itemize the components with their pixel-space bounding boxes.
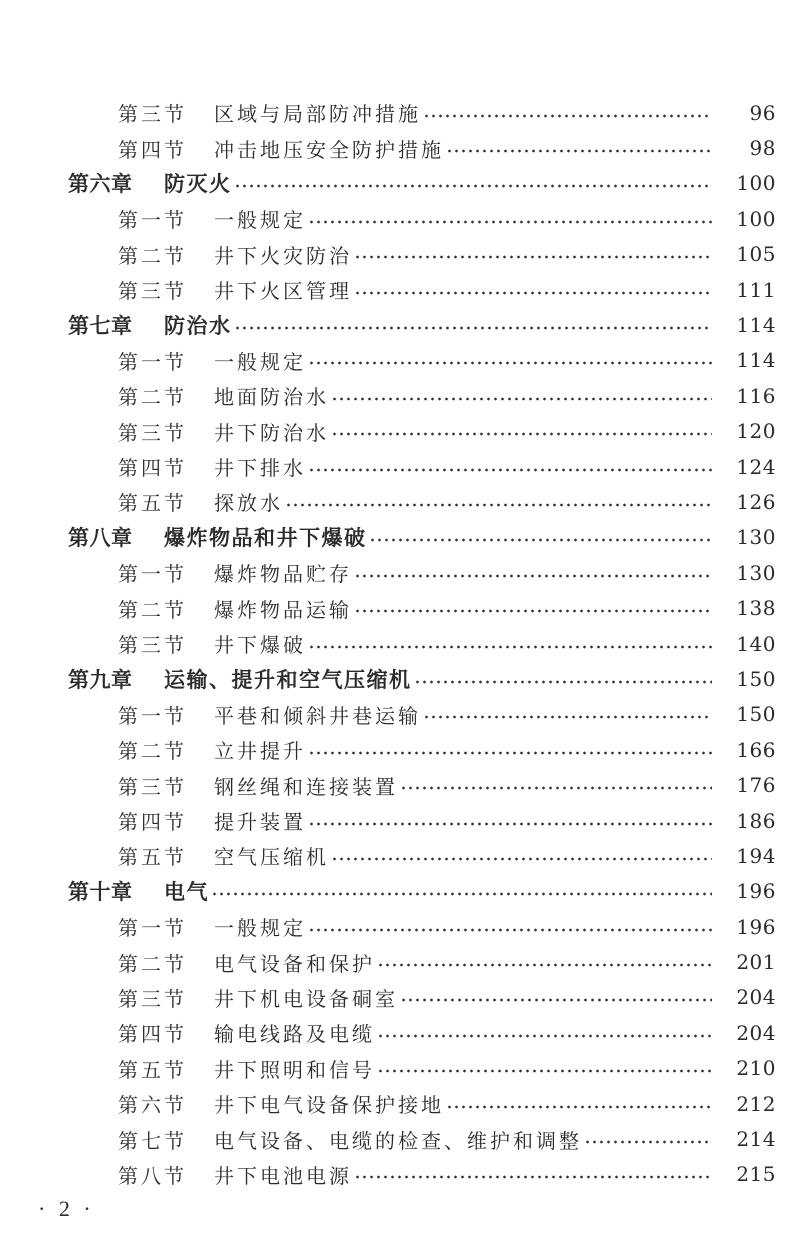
toc-page-number: 166 — [736, 737, 776, 762]
toc-title: 防治水 — [164, 313, 232, 339]
toc-section-row[interactable] — [0, 1157, 800, 1192]
toc-number: 第三节 — [118, 279, 187, 304]
toc-page-number: 114 — [736, 348, 776, 373]
toc-page-number: 120 — [736, 419, 776, 444]
toc-title: 井下防治水 — [214, 420, 329, 445]
dot-leader — [377, 1034, 712, 1038]
toc-number: 第四节 — [118, 137, 187, 162]
toc-title: 运输、提升和空气压缩机 — [164, 666, 412, 692]
toc-title: 冲击地压安全防护措施 — [214, 137, 444, 162]
toc-title: 井下排水 — [214, 456, 306, 481]
toc-title: 井下电池电源 — [214, 1163, 352, 1188]
toc-title: 地面防治水 — [214, 385, 329, 410]
toc-title: 输电线路及电缆 — [214, 1022, 375, 1047]
toc-title: 电气设备、电缆的检查、维护和调整 — [214, 1128, 582, 1153]
toc-section-row[interactable] — [0, 1015, 800, 1050]
dot-leader — [584, 1140, 712, 1144]
toc-number: 第二节 — [118, 243, 187, 268]
toc-section-row[interactable] — [0, 1086, 800, 1121]
dot-leader — [308, 822, 712, 826]
toc-number: 第十章 — [68, 879, 133, 905]
dot-leader — [423, 114, 712, 118]
toc-number: 第六节 — [118, 1093, 187, 1118]
dot-leader — [400, 998, 712, 1002]
dot-leader — [354, 291, 712, 295]
dot-leader — [354, 609, 712, 613]
toc-section-row[interactable] — [0, 590, 800, 625]
toc-section-row[interactable] — [0, 237, 800, 272]
toc-page-number: 116 — [736, 383, 776, 408]
dot-leader — [354, 574, 712, 578]
toc-number: 第三节 — [118, 774, 187, 799]
dot-leader — [354, 255, 712, 259]
toc-chapter-row[interactable] — [0, 874, 800, 909]
toc-title: 爆炸物品和井下爆破 — [164, 525, 367, 551]
toc-page-number: 201 — [736, 950, 776, 975]
toc-section-row[interactable] — [0, 95, 800, 130]
toc-number: 第一节 — [118, 208, 187, 233]
toc-number: 第三节 — [118, 633, 187, 658]
toc-section-row[interactable] — [0, 1051, 800, 1086]
toc-page-number: 100 — [736, 206, 776, 231]
toc-number: 第四节 — [118, 456, 187, 481]
toc-section-row[interactable] — [0, 803, 800, 838]
toc-page-number: 212 — [736, 1091, 776, 1116]
toc-section-row[interactable] — [0, 838, 800, 873]
dot-leader — [446, 149, 712, 153]
dot-leader — [308, 928, 712, 932]
toc-page-number: 204 — [736, 985, 776, 1010]
dot-leader — [377, 1069, 712, 1073]
footer-page-number: · 2 · — [38, 1196, 95, 1221]
toc-number: 第三节 — [118, 102, 187, 127]
dot-leader — [308, 645, 712, 649]
toc-number: 第七章 — [68, 313, 133, 339]
toc-number: 第二节 — [118, 951, 187, 976]
toc-section-row[interactable] — [0, 944, 800, 979]
toc-number: 第六章 — [68, 171, 133, 197]
toc-number: 第七节 — [118, 1128, 187, 1153]
toc-section-row[interactable] — [0, 697, 800, 732]
toc-section-row[interactable] — [0, 980, 800, 1015]
toc-page-number: 98 — [749, 136, 776, 161]
toc-number: 第一节 — [118, 703, 187, 728]
toc-page-number: 210 — [736, 1056, 776, 1081]
toc-title: 防灭火 — [164, 171, 232, 197]
toc-number: 第八章 — [68, 525, 133, 551]
toc-page-number: 130 — [736, 560, 776, 585]
toc-title: 一般规定 — [214, 916, 306, 941]
toc-number: 第八节 — [118, 1163, 187, 1188]
dot-leader — [308, 468, 712, 472]
toc-section-row[interactable] — [0, 130, 800, 165]
toc-number: 第四节 — [118, 810, 187, 834]
toc-section-row[interactable] — [0, 767, 800, 802]
dot-leader — [400, 786, 712, 790]
toc-title: 一般规定 — [214, 208, 306, 233]
toc-number: 第五节 — [118, 1057, 187, 1082]
toc-title: 提升装置 — [214, 810, 306, 834]
toc-title: 井下爆破 — [214, 633, 306, 658]
dot-leader — [354, 1175, 712, 1179]
dot-leader — [285, 503, 712, 507]
toc-number: 第四节 — [118, 1022, 187, 1047]
toc-page-number: 100 — [736, 171, 776, 196]
dot-leader — [331, 857, 712, 861]
toc-title: 平巷和倾斜井巷运输 — [214, 703, 421, 728]
dot-leader — [234, 184, 713, 188]
toc-section-row[interactable] — [0, 909, 800, 944]
toc-section-row[interactable] — [0, 343, 800, 378]
toc-number: 第五节 — [118, 491, 187, 516]
toc-page-number: 150 — [736, 702, 776, 727]
dot-leader — [308, 220, 712, 224]
toc-page-number: 114 — [736, 313, 776, 338]
toc-page-number: 196 — [736, 914, 776, 939]
toc-page-number: 138 — [736, 596, 776, 621]
toc-title: 电气 — [164, 879, 209, 905]
toc-page-number: 204 — [736, 1020, 776, 1045]
dot-leader — [308, 361, 712, 365]
toc-title: 一般规定 — [214, 349, 306, 374]
toc-number: 第一节 — [118, 349, 187, 374]
dot-leader — [234, 326, 713, 330]
toc-chapter-row[interactable] — [0, 307, 800, 342]
toc-page-number: 186 — [736, 808, 776, 833]
toc-page-number: 111 — [736, 277, 776, 302]
dot-leader — [377, 963, 712, 967]
toc-page-number: 124 — [736, 454, 776, 479]
dot-leader — [331, 397, 712, 401]
toc-title: 井下火区管理 — [214, 279, 352, 304]
toc-section-row[interactable] — [0, 484, 800, 519]
toc-title: 井下机电设备硐室 — [214, 986, 398, 1011]
toc-number: 第二节 — [118, 597, 187, 622]
toc-number: 第三节 — [118, 420, 187, 445]
dot-leader — [414, 680, 713, 684]
toc-section-row[interactable] — [0, 201, 800, 236]
toc-number: 第三节 — [118, 986, 187, 1011]
toc-page-number: 194 — [736, 843, 776, 868]
toc-chapter-row[interactable] — [0, 520, 800, 555]
toc-title: 井下火灾防治 — [214, 243, 352, 268]
toc-page-number: 140 — [736, 631, 776, 656]
toc-page-number: 176 — [736, 773, 776, 798]
toc-page-number: 96 — [749, 100, 776, 125]
toc-section-row[interactable] — [0, 272, 800, 307]
toc-title: 爆炸物品贮存 — [214, 562, 352, 587]
toc-page-number: 214 — [736, 1127, 776, 1152]
toc-section-row[interactable] — [0, 414, 800, 449]
dot-leader — [423, 715, 712, 719]
dot-leader — [446, 1105, 712, 1109]
dot-leader — [331, 432, 712, 436]
toc-number: 第五节 — [118, 845, 187, 870]
toc-title: 钢丝绳和连接装置 — [214, 774, 398, 799]
toc-chapter-row[interactable] — [0, 661, 800, 696]
toc-section-row[interactable] — [0, 449, 800, 484]
toc-section-row[interactable] — [0, 378, 800, 413]
toc-page-number: 196 — [736, 879, 776, 904]
table-of-contents — [0, 95, 800, 1192]
toc-title: 探放水 — [214, 491, 283, 516]
toc-page-number: 126 — [736, 489, 776, 514]
toc-title: 电气设备和保护 — [214, 951, 375, 976]
toc-title: 爆炸物品运输 — [214, 597, 352, 622]
dot-leader — [308, 751, 712, 755]
toc-title: 立井提升 — [214, 739, 306, 764]
toc-section-row[interactable] — [0, 732, 800, 767]
toc-title: 空气压缩机 — [214, 845, 329, 870]
toc-number: 第二节 — [118, 385, 187, 410]
toc-title: 井下照明和信号 — [214, 1057, 375, 1082]
toc-number: 第一节 — [118, 562, 187, 587]
toc-section-row[interactable] — [0, 626, 800, 661]
toc-section-row[interactable] — [0, 1121, 800, 1156]
toc-page-number: 150 — [736, 666, 776, 691]
toc-number: 第一节 — [118, 916, 187, 941]
toc-page-number: 105 — [736, 242, 776, 267]
dot-leader — [369, 538, 713, 542]
toc-chapter-row[interactable] — [0, 166, 800, 201]
toc-number: 第二节 — [118, 739, 187, 764]
toc-section-row[interactable] — [0, 555, 800, 590]
toc-page-number: 130 — [736, 525, 776, 550]
toc-number: 第九章 — [68, 666, 133, 692]
dot-leader — [211, 892, 712, 896]
toc-title: 井下电气设备保护接地 — [214, 1093, 444, 1118]
toc-page-number: 215 — [736, 1162, 776, 1187]
toc-title: 区域与局部防冲措施 — [214, 102, 421, 127]
